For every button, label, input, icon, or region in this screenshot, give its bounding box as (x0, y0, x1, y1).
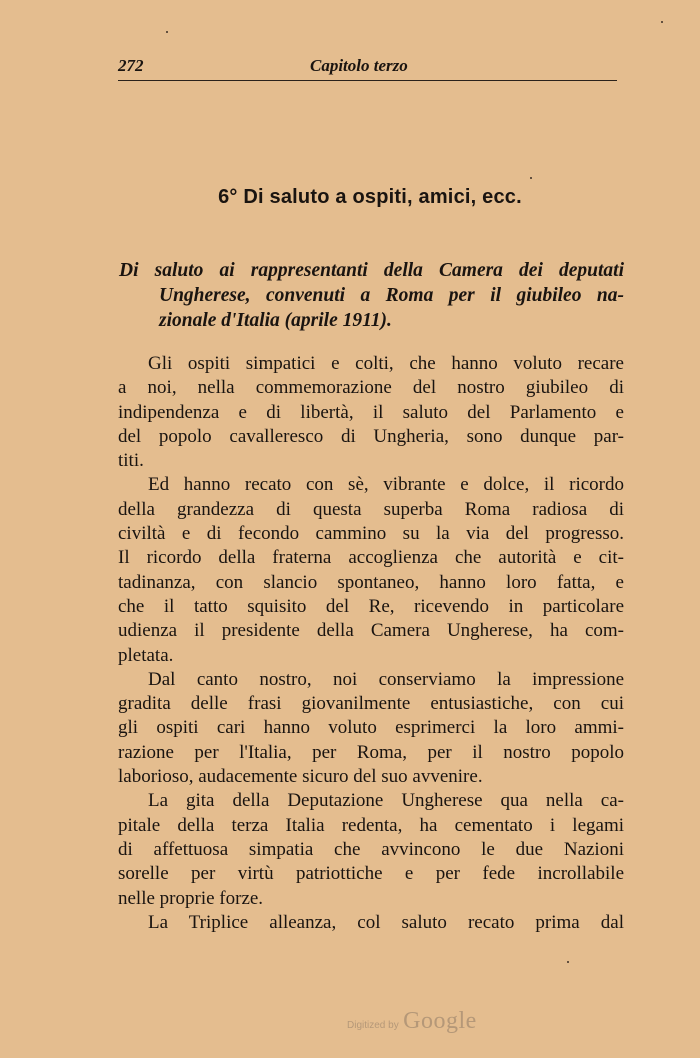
text-line: della grandezza di questa superba Roma radiosa di (118, 498, 624, 520)
text-line: indipendenza e di libertà, il saluto del Parlamento e (118, 401, 624, 423)
text-line: pletata. (118, 644, 174, 666)
text-line: Ed hanno recato con sè, vibrante e dolce, il ricordo (148, 474, 624, 496)
text-line: Il ricordo della fraterna accoglienza che autorità e cit- (118, 547, 624, 569)
text-line: nelle proprie forze. (118, 887, 264, 909)
text-line: che il tatto squisito del Re, ricevendo in particolare (118, 595, 624, 617)
print-speck (530, 177, 532, 179)
chapter-title: Capitolo terzo (310, 56, 408, 75)
print-speck (661, 21, 663, 23)
text-line: Gli ospiti simpatici e colti, che hanno voluto recare (148, 353, 624, 374)
text-line: tadinanza, con slancio spontaneo, hanno loro fatta, e (118, 571, 624, 593)
intro-line: zionale d'Italia (aprile 1911). (159, 310, 392, 331)
intro-line: Ungherese, convenuti a Roma per il giubileo na- (159, 285, 624, 306)
body-text (118, 352, 624, 935)
text-line: di affettuosa simpatia che avvincono le due Nazioni (118, 838, 624, 860)
print-speck (166, 31, 168, 33)
text-line: civiltà e di fecondo cammino su la via del progresso. (118, 523, 624, 545)
running-head (118, 54, 617, 81)
text-line: titi. (118, 450, 144, 472)
page-number: 272 (118, 56, 144, 75)
text-line: razione per l'Italia, per Roma, per il nostro popolo (118, 741, 624, 763)
text-line: a noi, nella commemorazione del nostro giubileo di (118, 377, 624, 399)
text-line: Dal canto nostro, noi conserviamo la impressione (148, 668, 624, 690)
intro-line: Di saluto ai rappresentanti della Camera dei deputati (119, 260, 624, 281)
text-line: sorelle per virtù patriottiche e per fede incrollabile (118, 863, 624, 885)
print-speck (567, 961, 569, 963)
text-line: laborioso, audacemente sicuro del suo avvenire. (118, 766, 483, 788)
intro-heading (119, 258, 624, 333)
section-title: 6° Di saluto a ospiti, amici, ecc. (218, 186, 522, 208)
watermark-brand: Google (403, 1008, 477, 1034)
text-line: La gita della Deputazione Ungherese qua nella ca- (148, 790, 624, 812)
google-watermark (347, 1008, 477, 1035)
text-line: del popolo cavalleresco di Ungheria, sono dunque par- (118, 425, 624, 447)
text-line: pitale della terza Italia redenta, ha cementato i legami (118, 814, 624, 836)
text-line: gradita delle frasi giovanilmente entusiastiche, con cui (118, 693, 624, 715)
text-line: La Triplice alleanza, col saluto recato prima dal (148, 911, 624, 933)
text-line: udienza il presidente della Camera Ungherese, ha com- (118, 620, 624, 642)
text-line: gli ospiti cari hanno voluto esprimerci la loro ammi- (118, 717, 624, 739)
watermark-prefix: Digitized by (347, 1020, 399, 1031)
